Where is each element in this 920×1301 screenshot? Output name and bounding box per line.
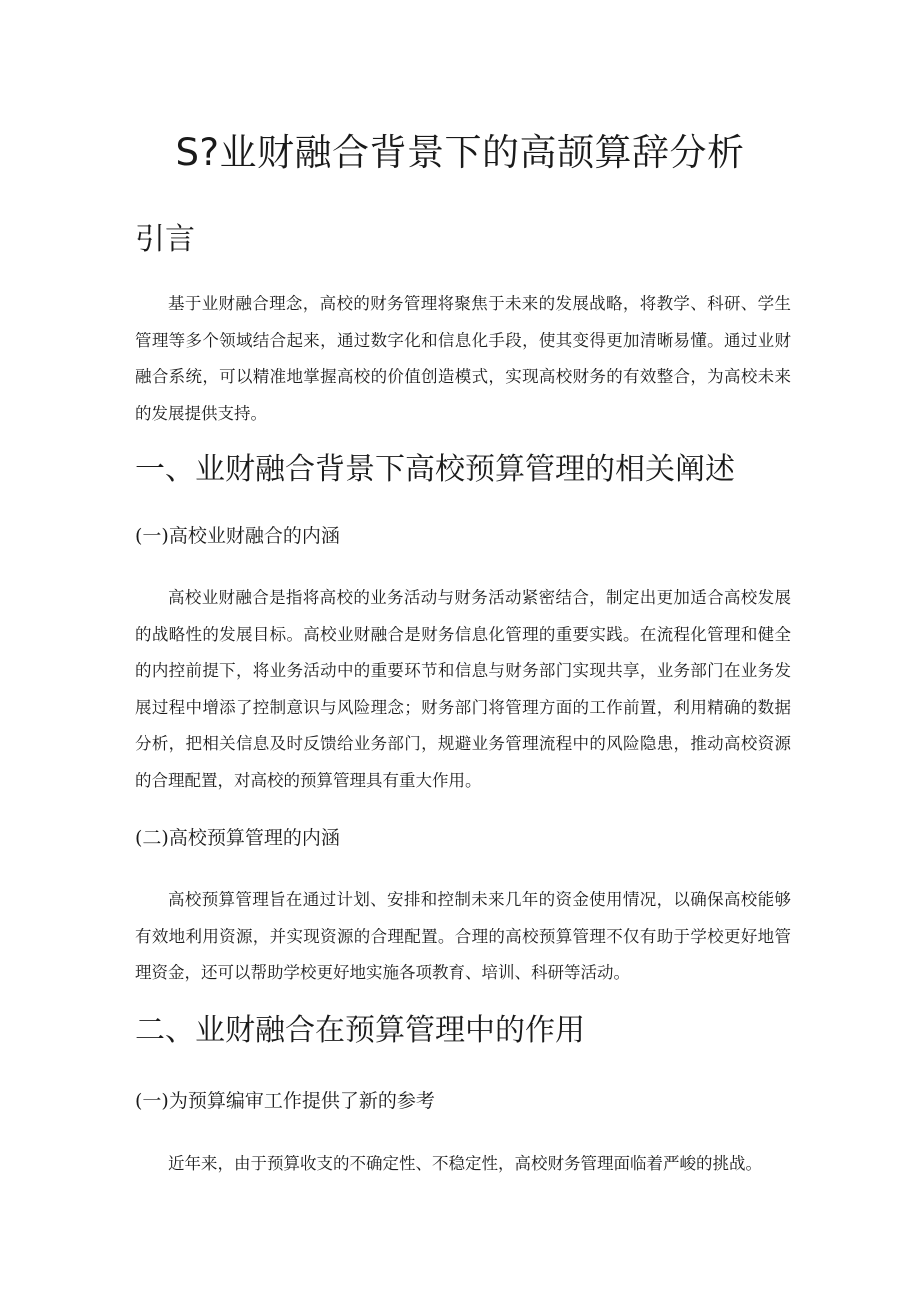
section-1-1-heading: (一)高校业财融合的内涵 (135, 525, 340, 547)
document-title: S?业财融合背景下的高颉算辞分析 (175, 131, 745, 174)
intro-paragraph: 基于业财融合理念，高校的财务管理将聚焦于未来的发展战略，将教学、科研、学生管理等多个领域结合起来，通过数字化和信息化手段，使其变得更加清晰易懂。通过业财融合系统，可以精准地掌握高校的价值创造模式，实现高校财务的有效整合，为高校未来的发展提供支持。 (135, 294, 791, 423)
section-2-heading: 二、业财融合在预算管理中的作用 (135, 1013, 585, 1048)
section-1-heading: 一、业财融合背景下高校预算管理的相关阐述 (135, 452, 735, 487)
section-2-1-paragraph: 近年来，由于预算收支的不确定性、不稳定性，高校财务管理面临着严峻的挑战。 (168, 1154, 762, 1173)
intro-heading: 引言 (135, 222, 195, 257)
section-1-2-paragraph: 高校预算管理旨在通过计划、安排和控制未来几年的资金使用情况，以确保高校能够有效地利用资源，并实现资源的合理配置。合理的高校预算管理不仅有助于学校更好地管理资金，还可以帮助学校更好地实施各项教育、培训、科研等活动。 (135, 890, 791, 982)
section-1-2-heading: (二)高校预算管理的内涵 (135, 827, 340, 849)
section-2-1-heading: (一)为预算编审工作提供了新的参考 (135, 1090, 435, 1112)
section-1-1-paragraph: 高校业财融合是指将高校的业务活动与财务活动紧密结合，制定出更加适合高校发展的战略性的发展目标。高校业财融合是财务信息化管理的重要实践。在流程化管理和健全的内控前提下，将业务活动中的重要环节和信息与财务部门实现共享，业务部门在业务发展过程中增添了控制意识与风险理念；财务部门将管理方面的工作前置，利用精确的数据分析，把相关信息及时反馈给业务部门，规避业务管理流程中的风险隐患，推动高校资源的合理配置，对高校的预算管理具有重大作用。 (135, 588, 791, 790)
